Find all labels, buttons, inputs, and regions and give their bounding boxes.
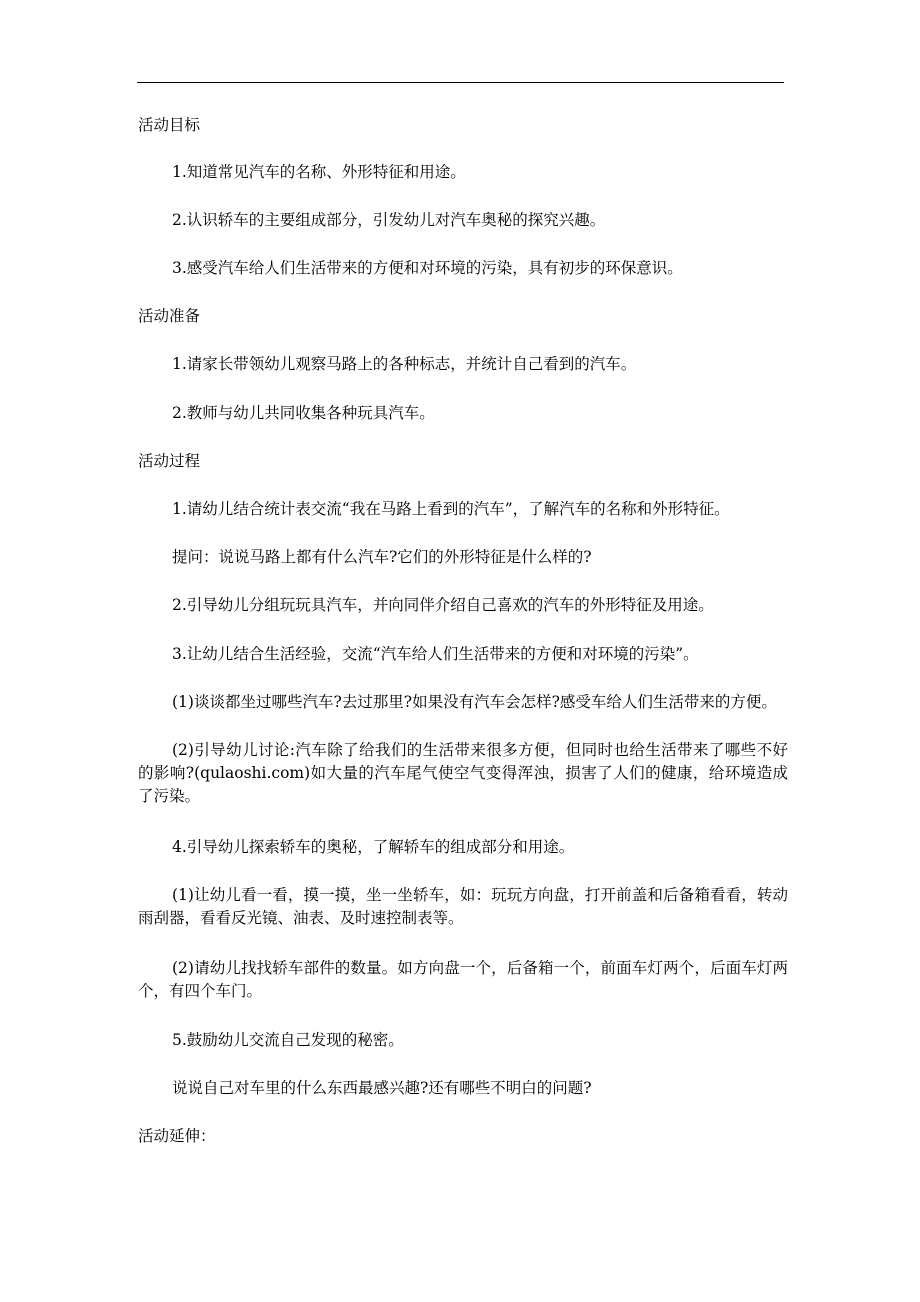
- process-item-3-sub-1: (1)谈谈都坐过哪些汽车?去过那里?如果没有汽车会怎样?感受车给人们生活带来的方便。: [172, 693, 777, 711]
- section-heading-process: 活动过程: [138, 452, 201, 470]
- process-item-2: 2.引导幼儿分组玩玩具汽车，并向同伴介绍自己喜欢的汽车的外形特征及用途。: [172, 596, 714, 614]
- process-item-4-sub-2: (2)请幼儿找找轿车部件的数量。如方向盘一个，后备箱一个，前面车灯两个，后面车灯两个，有四个车门。: [138, 959, 788, 1000]
- section-heading-preparation: 活动准备: [138, 307, 201, 325]
- section-heading-goals: 活动目标: [138, 116, 201, 134]
- process-item-5-prompt: 说说自己对车里的什么东西最感兴趣?还有哪些不明白的问题?: [172, 1079, 592, 1097]
- process-question: 提问：说说马路上都有什么汽车?它们的外形特征是什么样的?: [172, 548, 592, 566]
- process-item-3: 3.让幼儿结合生活经验，交流“汽车给人们生活带来的方便和对环境的污染”。: [172, 645, 699, 663]
- goal-item-1: 1.知道常见汽车的名称、外形特征和用途。: [172, 163, 466, 181]
- process-item-4: 4.引导幼儿探索轿车的奥秘，了解轿车的组成部分和用途。: [172, 838, 575, 856]
- process-item-3-sub-2: (2)引导幼儿讨论:汽车除了给我们的生活带来很多方便，但同时也给生活带来了哪些不好的影响?(qulaoshi.com)如大量的汽车尾气使空气变得浑浊，损害了人们的健康，给环境造成了污染。: [138, 741, 788, 805]
- section-heading-extension: 活动延伸：: [138, 1127, 216, 1145]
- goal-item-3: 3.感受汽车给人们生活带来的方便和对环境的污染，具有初步的环保意识。: [172, 259, 683, 277]
- preparation-item-1: 1.请家长带领幼儿观察马路上的各种标志，并统计自己看到的汽车。: [172, 355, 637, 373]
- header-rule: [137, 82, 784, 83]
- process-item-1: 1.请幼儿结合统计表交流“我在马路上看到的汽车”，了解汽车的名称和外形特征。: [172, 500, 730, 518]
- process-item-4-sub-1: (1)让幼儿看一看，摸一摸，坐一坐轿车，如：玩玩方向盘，打开前盖和后备箱看看，转动雨刮器，看看反光镜、油表、及时速控制表等。: [138, 886, 788, 927]
- process-item-5: 5.鼓励幼儿交流自己发现的秘密。: [172, 1031, 404, 1049]
- goal-item-2: 2.认识轿车的主要组成部分，引发幼儿对汽车奥秘的探究兴趣。: [172, 211, 606, 229]
- preparation-item-2: 2.教师与幼儿共同收集各种玩具汽车。: [172, 404, 435, 422]
